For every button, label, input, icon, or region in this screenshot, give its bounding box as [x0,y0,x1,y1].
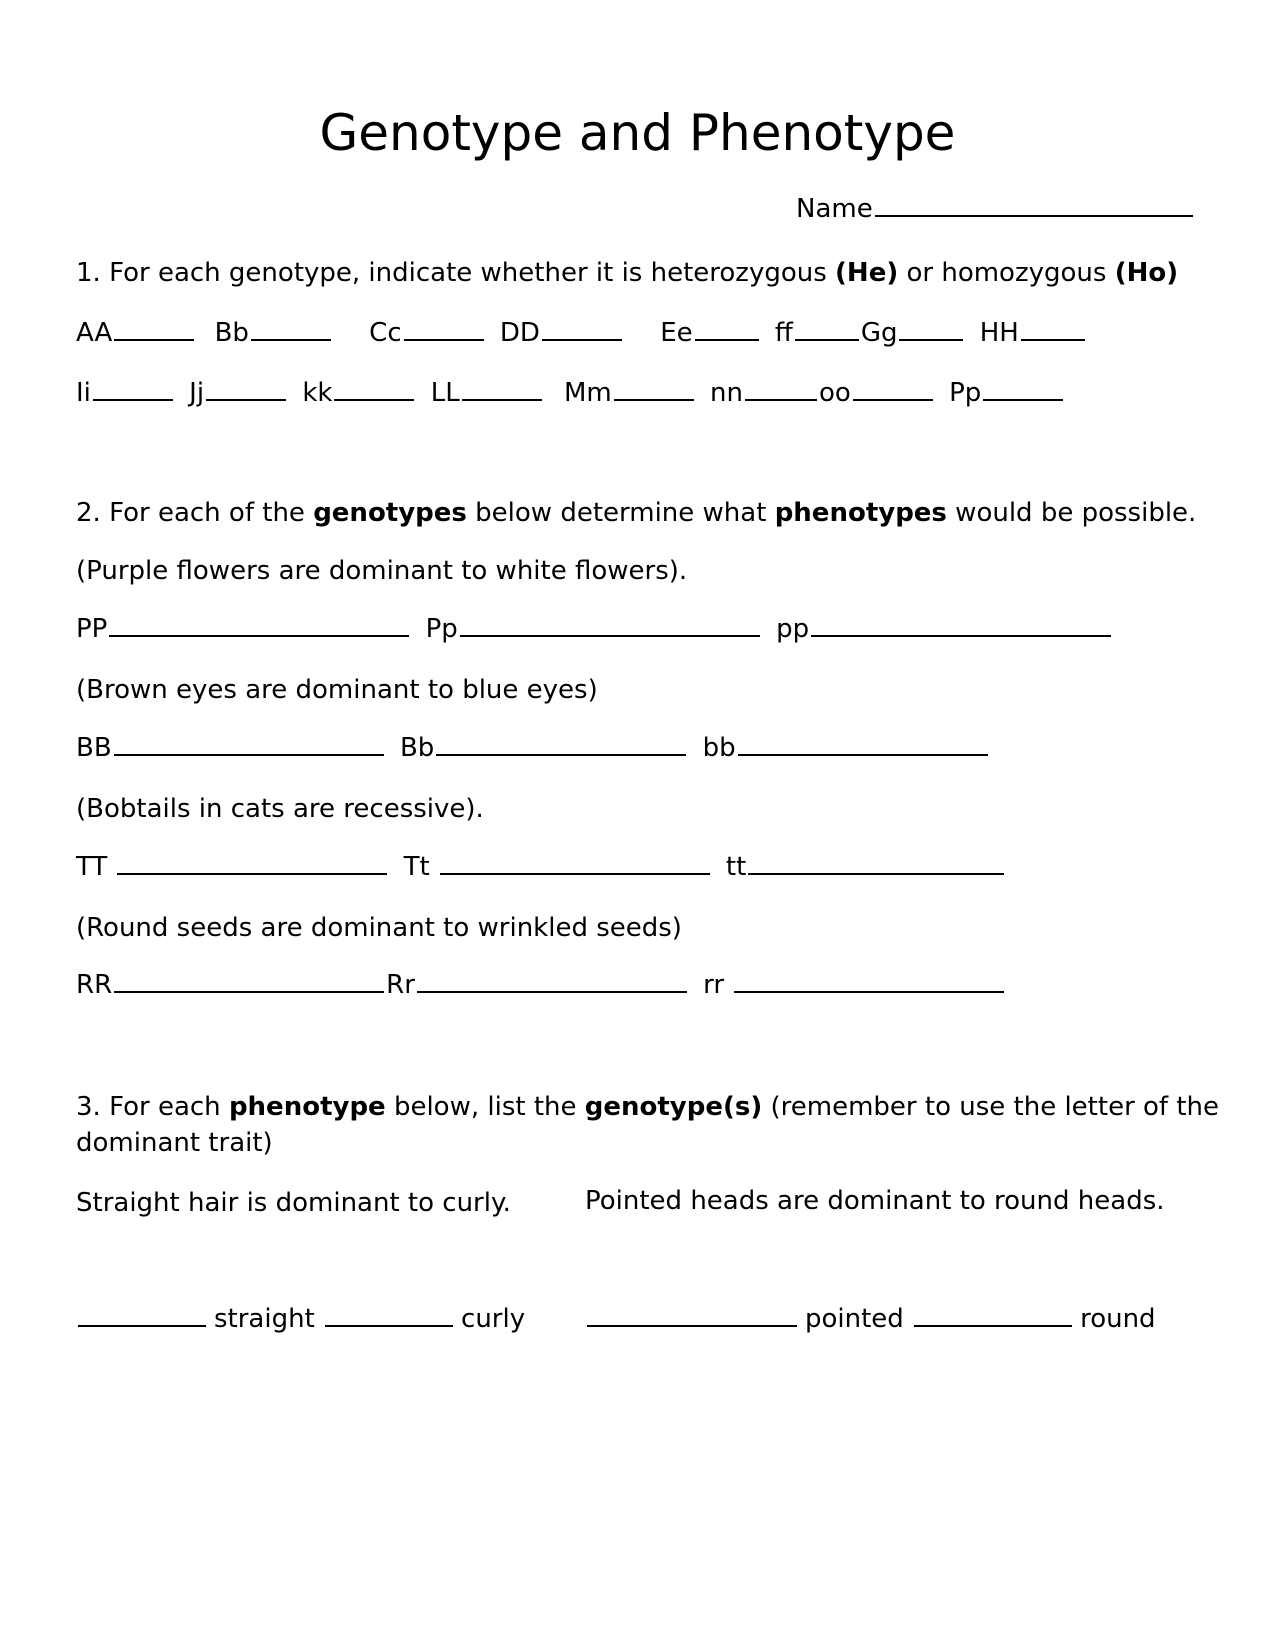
answer-blank[interactable] [1021,338,1085,341]
genotype-label: LL [430,378,460,408]
q3-phenotype-bold: phenotype [228,1092,386,1122]
answer-blank[interactable] [93,398,173,401]
curly-label: curly [461,1304,526,1334]
answer-blank[interactable] [853,398,933,401]
genotype-label: ff [774,318,793,348]
genotype-label: Bb [399,733,435,763]
q1-text: 1. For each genotype, indicate whether it is heterozygous [76,258,836,288]
straight-blank[interactable] [78,1324,206,1327]
straight-label: straight [214,1304,315,1334]
phenotype-blank[interactable] [811,634,1111,637]
genotype-label: Jj [189,378,205,408]
answer-blank[interactable] [462,398,542,401]
genotype-row-1 [76,320,1087,346]
curly-blank[interactable] [325,1324,453,1327]
answer-blank[interactable] [899,338,963,341]
q3-text-2: below, list the [385,1092,585,1122]
q1-text-2: or homozygous [898,258,1115,288]
phenotype-blank[interactable] [436,753,686,756]
round-label: round [1080,1304,1156,1334]
page-title: Genotype and Phenotype [319,104,956,162]
genotype-label: Cc [369,318,402,348]
answer-blank[interactable] [795,338,859,341]
answer-blank[interactable] [206,398,286,401]
ho-label: (Ho) [1114,258,1179,288]
phenotype-blank[interactable] [117,872,387,875]
pointed-blank[interactable] [587,1324,797,1327]
question-3-prompt [76,1092,1219,1122]
genotype-label: Rr [386,970,415,1000]
phenotype-blank[interactable] [114,990,384,993]
genotype-label: tt [725,852,747,882]
genotype-label: BB [76,733,112,763]
answer-blank[interactable] [614,398,694,401]
purple-row [76,616,1113,642]
q3-genotypes-bold: genotype(s) [584,1092,763,1122]
phenotype-blank[interactable] [738,753,988,756]
answer-blank[interactable] [251,338,331,341]
phenotype-blank[interactable] [460,634,760,637]
genotype-label: bb [702,733,736,763]
genotype-label: Mm [563,378,612,408]
genotype-label: oo [818,378,851,408]
genotype-label: rr [703,970,725,1000]
answer-blank[interactable] [404,338,484,341]
genotype-label: HH [979,318,1019,348]
question-2-prompt [76,498,1196,528]
phenotype-blank[interactable] [114,753,384,756]
genotype-label: RR [76,970,113,1000]
q3-text-3: (remember to use the letter of the [762,1092,1220,1122]
round-note: (Round seeds are dominant to wrinkled seeds) [76,913,682,943]
phenotype-blank[interactable] [748,872,1004,875]
bobtail-row [76,854,1006,880]
genotype-label: kk [302,378,333,408]
head-note: Pointed heads are dominant to round heads. [585,1186,1165,1216]
he-label: (He) [835,258,899,288]
genotype-label: Pp [949,378,982,408]
q2-genotypes-bold: genotypes [313,498,467,528]
bobtail-note: (Bobtails in cats are recessive). [76,794,484,824]
genotype-row-2 [76,380,1065,406]
brown-row [76,735,990,761]
question-1-prompt [76,258,1178,288]
genotype-label: PP [76,614,108,644]
brown-note: (Brown eyes are dominant to blue eyes) [76,675,598,705]
genotype-label: Ee [660,318,693,348]
purple-note: (Purple flowers are dominant to white flowers). [76,556,688,586]
q2-phenotypes-bold: phenotypes [774,498,947,528]
phenotype-blank[interactable] [109,634,409,637]
answer-blank[interactable] [542,338,622,341]
genotype-label: Gg [860,318,898,348]
q2-text-2: below determine what [466,498,775,528]
round-row [76,972,1006,998]
phenotype-blank[interactable] [440,872,710,875]
genotype-label: pp [776,614,810,644]
q2-text-3: would be possible. [946,498,1197,528]
genotype-label: Bb [214,318,249,348]
phenotype-blank[interactable] [734,990,1004,993]
question-3-prompt-line-2: dominant trait) [76,1128,273,1158]
hair-note: Straight hair is dominant to curly. [76,1188,511,1218]
pointed-label: pointed [805,1304,904,1334]
genotype-label: DD [499,318,540,348]
genotype-label: Pp [425,614,458,644]
name-label: Name [796,194,873,224]
name-field [796,196,1195,222]
name-blank[interactable] [875,214,1193,217]
genotype-label: Ii [76,378,91,408]
head-answer-row [585,1306,1156,1332]
answer-blank[interactable] [114,338,194,341]
q2-text: 2. For each of the [76,498,314,528]
answer-blank[interactable] [745,398,817,401]
genotype-label: nn [710,378,743,408]
answer-blank[interactable] [983,398,1063,401]
genotype-label: TT [76,852,108,882]
genotype-label: AA [76,318,113,348]
answer-blank[interactable] [334,398,414,401]
genotype-label: Tt [403,852,430,882]
q3-text: 3. For each [76,1092,229,1122]
hair-answer-row [76,1306,525,1332]
phenotype-blank[interactable] [417,990,687,993]
round-blank[interactable] [914,1324,1072,1327]
answer-blank[interactable] [695,338,759,341]
